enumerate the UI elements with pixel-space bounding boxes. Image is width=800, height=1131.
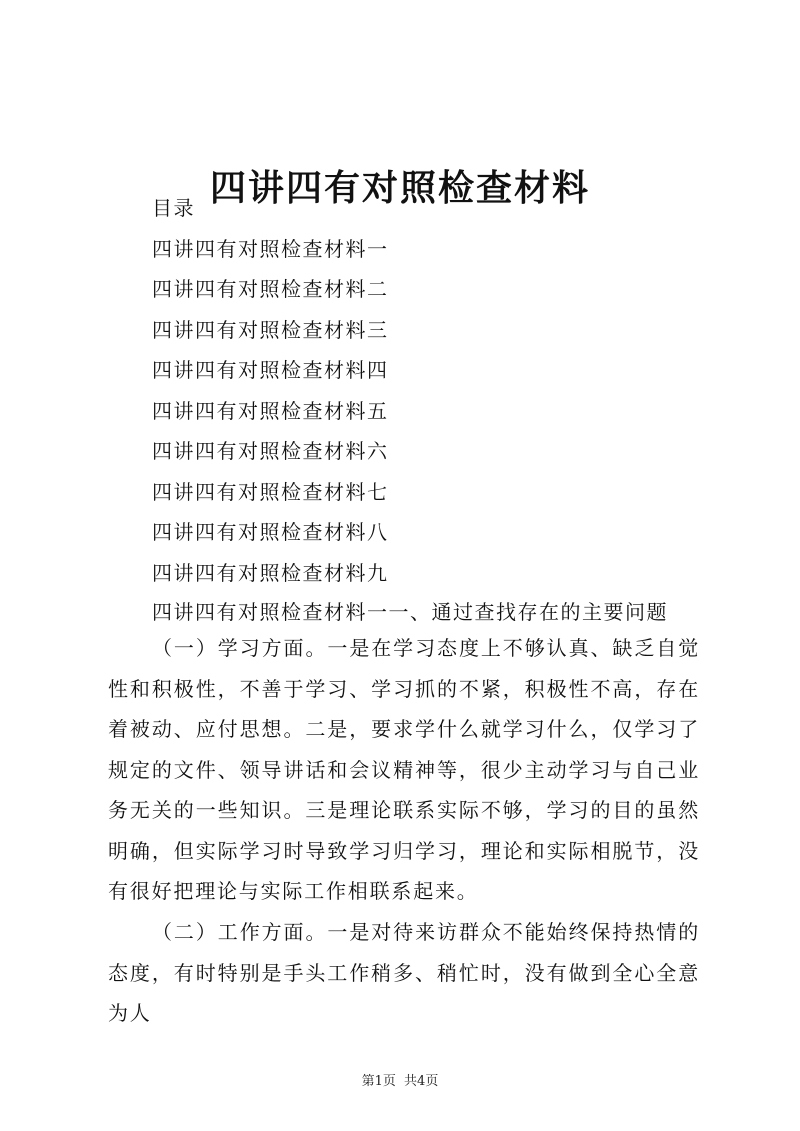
table-of-contents	[152, 188, 389, 593]
paragraph-study: （一）学习方面。一是在学习态度上不够认真、缺乏自觉性和积极性，不善于学习、学习抓的不紧，积极性不高，存在着被动、应付思想。二是，要求学什么就学习什么，仅学习了规定的文件、领导讲话和会议精神等，很少主动学习与自己业务无关的一些知识。三是理论联系实际不够，学习的目的虽然明确，但实际学习时导致学习归学习，理论和实际相脱节，没有很好把理论与实际工作相联系起来。	[108, 636, 700, 903]
toc-item: 四讲四有对照检查材料七	[152, 479, 389, 504]
section-intro: 四讲四有对照检查材料一一、通过查找存在的主要问题	[152, 600, 668, 624]
toc-item: 四讲四有对照检查材料三	[152, 317, 389, 342]
toc-item: 四讲四有对照检查材料九	[152, 560, 389, 585]
toc-item: 四讲四有对照检查材料五	[152, 398, 389, 423]
document-title: 四讲四有对照检查材料	[209, 167, 590, 210]
toc-item: 四讲四有对照检查材料八	[152, 520, 389, 544]
toc-heading: 目录	[152, 196, 195, 220]
paragraph-work: （二）工作方面。一是对待来访群众不能始终保持热情的态度，有时特别是手头工作稍多、稍忙时，没有做到全心全意为人	[108, 920, 700, 1025]
toc-item: 四讲四有对照检查材料二	[152, 277, 389, 301]
page-indicator: 第1页 共4页	[361, 1074, 439, 1089]
toc-item: 四讲四有对照检查材料六	[152, 439, 389, 463]
toc-item: 四讲四有对照检查材料一	[152, 236, 389, 261]
toc-item: 四讲四有对照检查材料四	[152, 358, 389, 382]
